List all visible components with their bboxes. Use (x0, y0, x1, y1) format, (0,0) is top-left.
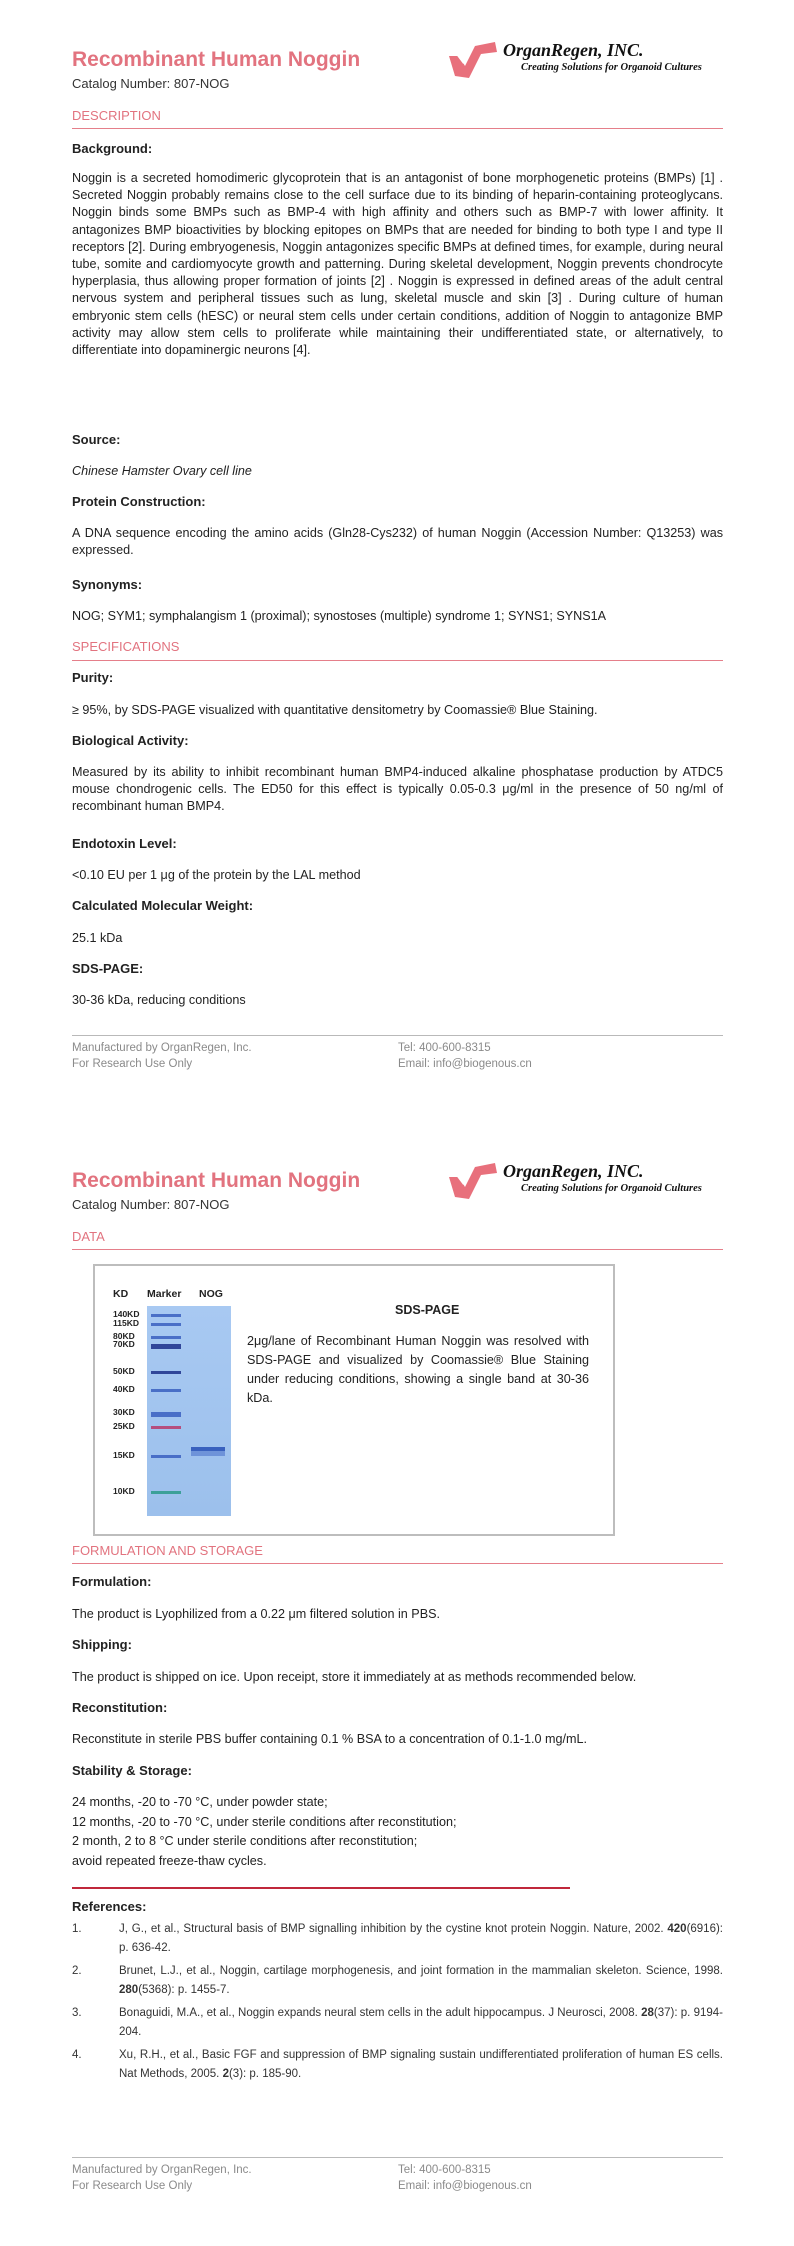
ladder-label: 140KD (113, 1309, 140, 1319)
ladder-label: 70KD (113, 1339, 135, 1349)
reconstitution-text: Reconstitute in sterile PBS buffer containing 0.1 % BSA to a concentration of 0.1-1.0 mg/mL. (72, 1732, 588, 1746)
sds-page-label: SDS-PAGE: (72, 961, 144, 976)
reference-pages: (5368): p. 1455-7. (138, 1984, 230, 1996)
ladder-label: 50KD (113, 1366, 135, 1376)
shipping-text: The product is shipped on ice. Upon receipt, store it immediately at as methods recommended below. (72, 1670, 637, 1684)
ladder-label: 40KD (113, 1384, 135, 1394)
stability-line: avoid repeated freeze-thaw cycles. (72, 1853, 267, 1868)
endotoxin-text: <0.10 EU per 1 μg of the protein by the LAL method (72, 868, 361, 882)
ladder-band (151, 1412, 181, 1417)
ladder-label: 15KD (113, 1450, 135, 1460)
page-2 (0, 1123, 794, 2246)
section-divider (72, 1249, 723, 1250)
figure-title: SDS-PAGE (395, 1303, 460, 1317)
reconstitution-label: Reconstitution: (72, 1700, 168, 1715)
footer-research-use: For Research Use Only (72, 1058, 193, 1070)
reference-number: 2. (72, 1965, 82, 1977)
sample-band (191, 1451, 225, 1456)
ladder-band (151, 1336, 181, 1339)
construction-text: A DNA sequence encoding the amino acids (Gln28-Cys232) of human Noggin (Accession Number: Q13253) was expressed. (72, 526, 723, 558)
source-label: Source: (72, 432, 121, 447)
company-logo (445, 32, 735, 90)
ladder-label: 80KD (113, 1331, 135, 1341)
section-divider (72, 128, 723, 129)
reference-volume: 420 (667, 1923, 687, 1935)
source-text: Chinese Hamster Ovary cell line (72, 464, 252, 478)
figure-caption: 2μg/lane of Recombinant Human Noggin was resolved with SDS-PAGE and visualized by Coomassie® Blue Staining under reducing conditions, showing a single band at 30-36 kDa. (247, 1334, 589, 1405)
ladder-label: 115KD (113, 1318, 139, 1328)
logo-name: OrganRegen, INC. (503, 1161, 644, 1181)
shipping-label: Shipping: (72, 1637, 132, 1652)
ladder-band (151, 1426, 181, 1429)
section-heading-formulation: FORMULATION AND STORAGE (72, 1543, 263, 1558)
catalog-number: Catalog Number: 807-NOG (72, 1197, 230, 1212)
stability-label: Stability & Storage: (72, 1763, 192, 1778)
references-list (72, 1920, 723, 2088)
section-heading-data: DATA (72, 1229, 105, 1244)
ladder-band (151, 1323, 181, 1326)
purity-label: Purity: (72, 670, 114, 685)
reference-number: 3. (72, 2007, 82, 2019)
background-text: Noggin is a secreted homodimeric glycoprotein that is an antagonist of bone morphogenetic proteins (BMPs) [1] . Secreted Noggin probably remains close to the cell surface due to its binding of heparin-containing proteoglycans. Noggin binds some BMPs such as BMP-4 with high affinity and others such as BMP-7 with lower affinity. It antagonizes BMP bioactivities by blocking epitopes on BMPs that are needed for binding to both type I and type II receptors [2]. During embryogenesis, Noggin antagonizes specific BMPs at defined times, for example, during neural tube, somite and cardiomyocyte growth and patterning. During skeletal development, Noggin prevents chondrocyte hyperplasia, thus allowing proper formation of joints [2] . Noggin is expressed in defined areas of the adult central nervous system and peripheral tissues such as lung, skeletal muscle and skin [3] . During culture of human embryonic stem cells (hESC) or neural stem cells under certain conditions, addition of Noggin to antagonize BMP activity may allow stem cells to proliferate while maintaining their undifferentiated state, or alternatively, to differentiate into dopaminergic neurons [4]. (72, 171, 723, 358)
reference-volume: 28 (641, 2007, 654, 2019)
ladder-label: 30KD (113, 1407, 135, 1417)
gel-sample-header: NOG (199, 1288, 223, 1300)
formulation-text: The product is Lyophilized from a 0.22 μm filtered solution in PBS. (72, 1607, 440, 1621)
reference-text: J, G., et al., Structural basis of BMP signalling inhibition by the cystine knot protein Noggin. Nature, 2002. (119, 1923, 668, 1935)
footer-email[interactable]: Email: info@biogenous.cn (398, 2180, 532, 2192)
footer-left (72, 2162, 252, 2194)
section-heading-specifications: SPECIFICATIONS (72, 639, 180, 654)
reference-item (72, 1920, 723, 1958)
synonyms-label: Synonyms: (72, 577, 143, 592)
footer-left (72, 1040, 252, 1072)
ladder-label: 25KD (113, 1421, 135, 1431)
references-divider (72, 1887, 570, 1889)
reference-text: Xu, R.H., et al., Basic FGF and suppression of BMP signaling sustain undifferentiated proliferation of human ES cells. Nat Methods, 2005. (119, 2049, 723, 2080)
gel-marker-header: Marker (147, 1288, 182, 1300)
stability-list (72, 1793, 723, 1871)
reference-number: 1. (72, 1923, 82, 1935)
purity-text: ≥ 95%, by SDS-PAGE visualized with quantitative densitometry by Coomassie® Blue Staining. (72, 703, 598, 717)
construction-label: Protein Construction: (72, 494, 206, 509)
ladder-band (151, 1491, 181, 1494)
footer-manufacturer: Manufactured by OrganRegen, Inc. (72, 2164, 252, 2176)
section-divider (72, 660, 723, 661)
stability-line: 24 months, -20 to -70 °C, under powder state; (72, 1795, 328, 1809)
sample-band (191, 1447, 225, 1451)
footer-manufacturer: Manufactured by OrganRegen, Inc. (72, 1042, 252, 1054)
footer-right (398, 1040, 532, 1072)
page-title: Recombinant Human Noggin (72, 48, 361, 71)
reference-number: 4. (72, 2049, 82, 2061)
activity-text: Measured by its ability to inhibit recombinant human BMP4-induced alkaline phosphatase production by ATDC5 mouse chondrogenic cells. The ED50 for this effect is typically 0.05-0.3 μg/ml in the presence of 50 ng/ml of recombinant human BMP4. (72, 765, 723, 814)
section-heading-description: DESCRIPTION (72, 108, 161, 123)
reference-volume: 280 (119, 1984, 139, 1996)
reference-volume: 2 (222, 2068, 229, 2080)
footer-tel: Tel: 400-600-8315 (398, 2164, 491, 2176)
ladder-band (151, 1389, 181, 1392)
logo-name: OrganRegen, INC. (503, 40, 644, 60)
gel-kd-header: KD (113, 1288, 129, 1300)
ladder-band (151, 1455, 181, 1458)
reference-text: Brunet, L.J., et al., Noggin, cartilage morphogenesis, and joint formation in the mammalian skeleton. Science, 1998. (119, 1965, 723, 1977)
reference-text: Bonaguidi, M.A., et al., Noggin expands neural stem cells in the adult hippocampus. J Neurosci, 2008. (119, 2007, 642, 2019)
logo-tagline: Creating Solutions for Organoid Cultures (521, 1183, 702, 1194)
footer-email[interactable]: Email: info@biogenous.cn (398, 1058, 532, 1070)
catalog-number: Catalog Number: 807-NOG (72, 76, 230, 91)
ladder-band (151, 1314, 181, 1317)
footer-research-use: For Research Use Only (72, 2180, 193, 2192)
stability-line: 12 months, -20 to -70 °C, under sterile conditions after reconstitution; (72, 1814, 457, 1829)
logo-tagline: Creating Solutions for Organoid Cultures (521, 62, 702, 73)
synonyms-text: NOG; SYM1; symphalangism 1 (proximal); synostoses (multiple) syndrome 1; SYNS1; SYNS1A (72, 609, 607, 623)
ladder-label: 10KD (113, 1486, 135, 1496)
molecular-weight-label: Calculated Molecular Weight: (72, 898, 254, 913)
page-title: Recombinant Human Noggin (72, 1169, 361, 1192)
background-label: Background: (72, 141, 153, 156)
ladder-band (151, 1344, 181, 1349)
figure-box (93, 1264, 615, 1536)
section-divider (72, 1563, 723, 1564)
reference-item (72, 1962, 723, 2000)
company-logo (445, 1153, 735, 1211)
references-label: References: (72, 1899, 147, 1914)
reference-pages: (6916): p. 636-42. (119, 1923, 723, 1954)
sds-page-text: 30-36 kDa, reducing conditions (72, 993, 246, 1007)
reference-item (72, 2046, 723, 2084)
formulation-label: Formulation: (72, 1574, 152, 1589)
endotoxin-label: Endotoxin Level: (72, 836, 177, 851)
reference-pages: (3): p. 185-90. (228, 2068, 302, 2080)
footer-divider (72, 2157, 723, 2158)
footer-divider (72, 1035, 723, 1036)
footer-right (398, 2162, 532, 2194)
molecular-weight-text: 25.1 kDa (72, 931, 123, 945)
logo-icon (445, 1153, 501, 1209)
footer-tel: Tel: 400-600-8315 (398, 1042, 491, 1054)
ladder-band (151, 1371, 181, 1374)
reference-pages: (37): p. 9194-204. (119, 2007, 723, 2038)
activity-label: Biological Activity: (72, 733, 189, 748)
reference-item (72, 2004, 723, 2042)
stability-line: 2 month, 2 to 8 °C under sterile conditions after reconstitution; (72, 1834, 418, 1848)
logo-icon (445, 32, 501, 88)
gel-image (147, 1306, 231, 1516)
